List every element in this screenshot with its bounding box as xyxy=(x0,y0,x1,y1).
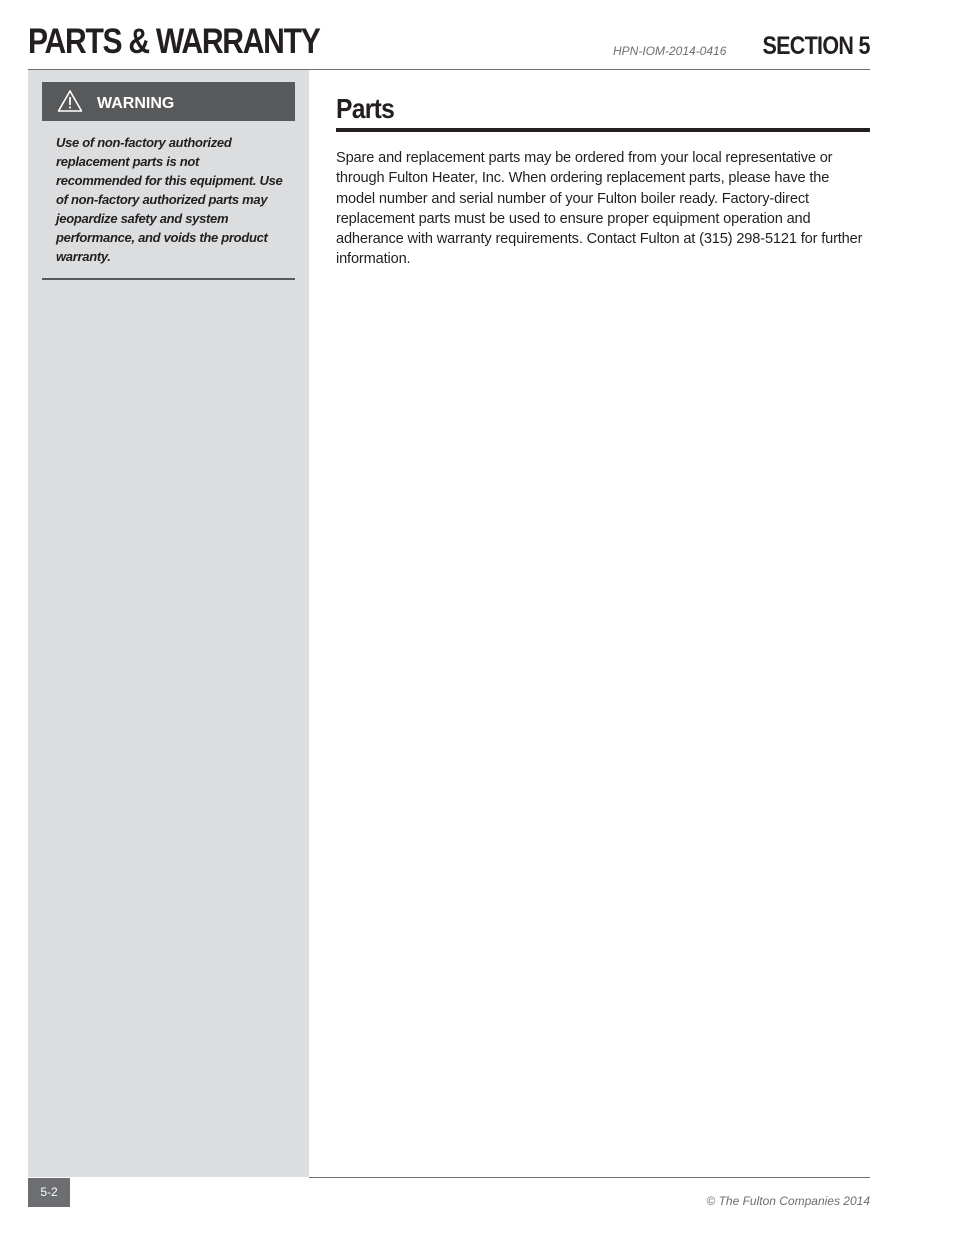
parts-body-paragraph: Spare and replacement parts may be ordered from your local representative or through Fulton Heater, Inc. When ordering replacement parts, please have the model number and serial number of your Fulton boiler ready. Factory-direct replacement parts must be used to ensure proper equipment operation and adherance with warranty requirements. Contact Fulton at (315) 298-5121 for further information. xyxy=(336,150,863,268)
warning-text: Use of non-factory authorized replacement parts is not recommended for this equipment. Use of non-factory authorized parts may jeopardize safety and system performance, and voids the product warranty. xyxy=(56,135,283,264)
document-code: HPN-IOM-2014-0416 xyxy=(613,44,727,58)
warning-label: WARNING xyxy=(97,95,175,112)
page-number-badge xyxy=(28,1178,70,1207)
section-label: SECTION 5 xyxy=(762,32,870,60)
copyright-notice: © The Fulton Companies 2014 xyxy=(706,1194,870,1208)
heading-underline xyxy=(336,128,870,132)
footer-divider xyxy=(309,1177,870,1178)
warning-triangle-icon xyxy=(57,89,83,113)
page-number: 5-2 xyxy=(40,1185,58,1199)
page-title: PARTS & WARRANTY xyxy=(28,22,320,61)
parts-heading: Parts xyxy=(336,93,395,124)
warning-banner xyxy=(42,82,295,121)
warning-divider xyxy=(42,278,295,280)
